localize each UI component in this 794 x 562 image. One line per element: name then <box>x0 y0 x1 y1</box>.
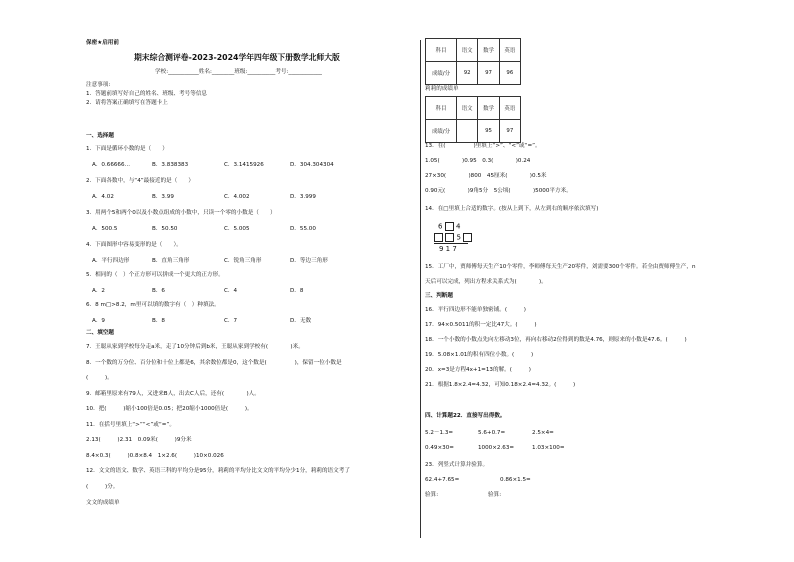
option: A．2 <box>92 288 105 294</box>
question-stem: ( )。 <box>86 375 113 381</box>
section-heading: 四、计算题22．直接写出得数。 <box>425 413 506 419</box>
option: D．等边三角形 <box>290 258 328 264</box>
question-stem: 7．王聪从家到学校每分走a米，走了10分钟后到b米，王聪从家到学校有( )米。 <box>86 344 304 350</box>
option: D．3.999 <box>290 194 316 200</box>
table-cell: 97 <box>478 62 499 85</box>
option: A．0.66666… <box>92 162 131 168</box>
table-header: 科目 <box>426 97 457 120</box>
question-stem: 9．邮箱里原来有79人，又进来B人，出去C人后，还有( )人。 <box>86 391 260 397</box>
blank-box[interactable] <box>445 233 454 242</box>
option: B．直角三角形 <box>152 258 190 264</box>
question-stem: 17．94×0.5011的积一定比47大。( ) <box>425 322 537 328</box>
table-cell: 97 <box>499 120 520 143</box>
option: C．5.005 <box>224 226 250 232</box>
option: D．无数 <box>290 318 312 324</box>
question-stem: 10．把( )缩小100倍是0.05；把20缩小1000倍是( )。 <box>86 406 253 412</box>
option: B．8 <box>152 318 165 324</box>
option: C．4 <box>224 288 238 294</box>
option: B．3.838383 <box>152 162 189 168</box>
question-stem: 11．在括号里填上“>”“<”或“=”。 <box>86 422 175 428</box>
option: D．8 <box>290 288 304 294</box>
digit: 6 <box>438 222 443 231</box>
student-info-line: 学校:___________姓名:________班级:__________考号:____________ <box>155 69 322 75</box>
question-stem: 8.4×0.3( )0.8×8.4 1×2.6( )10×0.026 <box>86 453 224 459</box>
table-row-label: 成绩/分 <box>426 120 457 143</box>
option: B．3.99 <box>152 194 174 200</box>
table-caption: 莉莉的成绩单 <box>425 86 459 92</box>
table-header: 英语 <box>499 97 520 120</box>
calc-item: 1.03×100= <box>532 445 565 451</box>
option: B．50.50 <box>152 226 178 232</box>
question-stem: 20．x=3是方程4x+1=13的解。( ) <box>425 367 531 373</box>
question-stem: 21．根据1.8×2.4=4.32，可知0.18×2.4=4.32。( ) <box>425 382 576 388</box>
question-stem: 12．文文的语文、数学、英语三科的平均分是95分，莉莉的平均分比文文的平均分少1分，莉莉的语文考了 <box>86 468 350 474</box>
question-stem: 27×30( )800 45厘米( )0.5米 <box>425 173 547 179</box>
question-stem: 13．在( )里填上“>”、“<”或“=”。 <box>425 143 541 149</box>
section-heading: 三、判断题 <box>425 293 453 299</box>
page-title: 期末综合测评卷-2023-2024学年四年级下册数学北师大版 <box>134 53 340 62</box>
table-cell: 95 <box>478 120 499 143</box>
calc-item: 5.2－1.3= <box>425 430 454 436</box>
question-stem: 2．下面各数中，与“4”最接近的是（ ） <box>86 178 195 184</box>
addition-row-1 <box>438 222 460 232</box>
option: A．平行四边形 <box>92 258 130 264</box>
question-stem: 8．一个数的万分位、百分位和十位上都是6，其余数位都是0，这个数是( )，保留一位小数是 <box>86 360 342 366</box>
blank-box[interactable] <box>463 233 472 242</box>
question-stem: 0.90元( )9角5分 5公顷( )5000平方米。 <box>425 188 572 194</box>
calc-item: 2.5×4= <box>532 430 554 436</box>
question-stem: 19．5.08×1.01的积有四位小数。( ) <box>425 352 534 358</box>
section-heading: 一、选择题 <box>86 133 114 139</box>
score-table-wenwen <box>425 38 521 85</box>
score-table-lili <box>425 96 521 143</box>
column-divider <box>420 40 421 538</box>
option: B．6 <box>152 288 165 294</box>
secret-label: 保密★启用前 <box>86 40 119 46</box>
notes-heading: 注意事项: <box>86 82 111 88</box>
digit: 4 <box>455 222 461 231</box>
option: D．55.00 <box>290 226 316 232</box>
table-header: 数学 <box>478 39 499 62</box>
option: C．3.1415926 <box>224 162 264 168</box>
digit: 5 <box>456 233 461 242</box>
question-stem: 3．用两个5和两个0以及小数点组成的小数中，只读一个零的小数是（ ） <box>86 210 276 216</box>
calc-item: 5.6+0.7= <box>478 430 506 436</box>
question-stem: 15．工厂中，贾师傅每天生产10个零件，李师傅每天生产20零件，刘需要300个零件。若全由贾师傅生产，n <box>425 264 696 270</box>
question-stem: ( )分。 <box>86 484 119 490</box>
calc-item: 0.86×1.5= <box>500 477 531 483</box>
question-stem: 4．下面图形中容易变形的是（ ）。 <box>86 242 182 248</box>
calc-item: 1000×2.63= <box>478 445 515 451</box>
sum-line <box>434 243 468 244</box>
section-heading: 二、填空题 <box>86 330 114 336</box>
option: A．9 <box>92 318 105 324</box>
check-label: 验算: <box>425 492 439 498</box>
table-header: 语文 <box>457 39 478 62</box>
question-stem: 16．平行四边形不能单独密铺。( ) <box>425 307 526 313</box>
table-header: 语文 <box>457 97 478 120</box>
option: D．304.304304 <box>290 162 334 168</box>
table-header: 数学 <box>478 97 499 120</box>
table-header: 科目 <box>426 39 457 62</box>
calc-item: 0.49×30= <box>425 445 454 451</box>
question-stem: 18．一个小数的小数点先向左移动3位，再向右移动2位得到的数是4.76，则原来的小数是47.6。( ) <box>425 337 687 343</box>
sum-digits: 9 1 7 <box>439 245 457 253</box>
question-stem: 23．列竖式计算并验算。 <box>425 462 489 468</box>
option: A．4.02 <box>92 194 114 200</box>
question-stem: 6．8 m□>8.2，m里可以填的数字有（ ）种填法。 <box>86 302 220 308</box>
table-cell: 96 <box>499 62 520 85</box>
blank-box[interactable] <box>434 233 443 242</box>
check-label: 验算: <box>488 492 502 498</box>
note-item: 1．答题前填写好自己的姓名、班级、考号等信息 <box>86 91 208 97</box>
option: C．锐角三角形 <box>224 258 262 264</box>
note-item: 2．请将答案正确填写在答题卡上 <box>86 100 168 106</box>
option: C．7 <box>224 318 238 324</box>
question-stem: 1．下面是循环小数的是（ ） <box>86 146 168 152</box>
question-stem: 2.13( )2.31 0.09米( )9分米 <box>86 437 192 443</box>
option: C．4.002 <box>224 194 250 200</box>
question-stem: 天后可以完成，列出方程求关系式为( )。 <box>425 279 547 285</box>
table-caption: 文文的成绩单 <box>86 500 120 506</box>
table-row-label: 成绩/分 <box>426 62 457 85</box>
option: A．500.5 <box>92 226 118 232</box>
table-header: 英语 <box>499 39 520 62</box>
question-stem: 1.05( )0.95 0.3( )0.24 <box>425 158 531 164</box>
table-cell: 92 <box>457 62 478 85</box>
calc-item: 62.4+7.65= <box>425 477 460 483</box>
question-stem: 14．在□里填上合适的数字。(按从上到下，从左到右的顺序依次填写) <box>425 206 599 212</box>
question-stem: 5．相同的（ ）个正方形可以拼成一个更大的正方形。 <box>86 272 224 278</box>
blank-box[interactable] <box>445 222 454 231</box>
table-cell <box>457 120 478 143</box>
addition-row-2 <box>434 233 472 243</box>
